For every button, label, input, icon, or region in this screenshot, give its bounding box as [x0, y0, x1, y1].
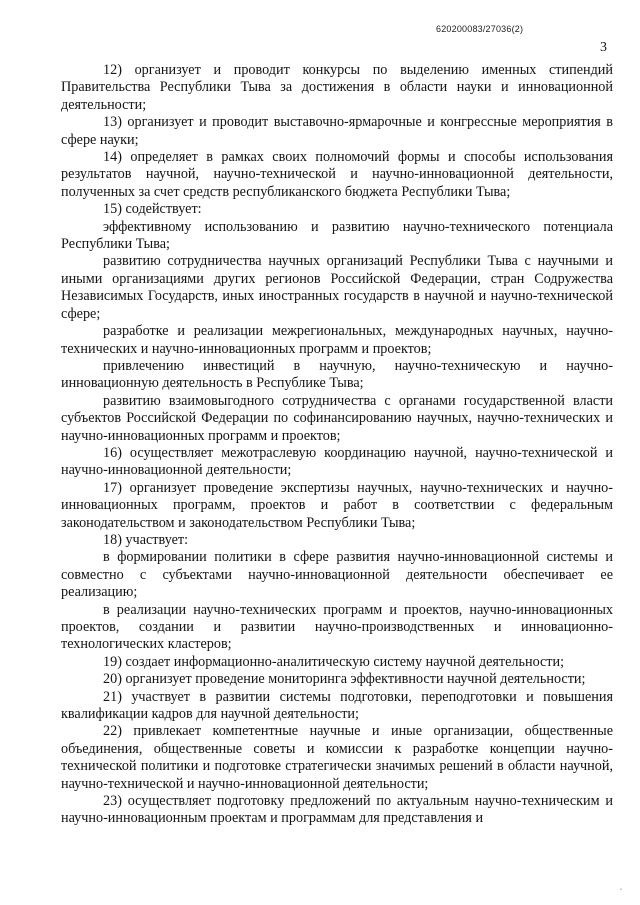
page-number: 3 [600, 40, 607, 55]
paragraph-16: 16) осуществляет межотраслевую координацию научной, научно-технической и научно-инновационной деятельности; [61, 444, 613, 479]
paragraph-13: 13) организует и проводит выставочно-ярмарочные и конгрессные мероприятия в сфере науки; [61, 114, 613, 148]
paragraph-12: 12) организует и проводит конкурсы по выделению именных стипендий Правительства Республики Тыва за достижения в области науки и инновационной деятельности; [61, 62, 613, 113]
document-body [61, 62, 613, 828]
paragraph-15-item-1: эффективному использованию и развитию научно-технического потенциала Республики Тыва; [61, 218, 613, 253]
paragraph-21: 21) участвует в развитии системы подготовки, переподготовки и повышения квалификации кадров для научной деятельности; [61, 688, 613, 723]
paragraph-18-item-1: в формировании политики в сфере развития научно-инновационной системы и совместно с субъектами научно-инновационной деятельности обеспечивает ее реализацию; [61, 549, 613, 601]
paragraph-23: 23) осуществляет подготовку предложений по актуальным научно-техническим и научно-инновационным проектам и программам для представления и [61, 793, 613, 827]
paragraph-19: 19) создает информационно-аналитическую систему научной деятельности; [103, 653, 565, 670]
paragraph-18: 18) участвует: [103, 531, 189, 548]
paragraph-14: 14) определяет в рамках своих полномочий формы и способы использования результатов научной, научно-технической и научно-инновационной деятельности, полученных за счет средств республиканского бюджета Республики Тыва; [61, 149, 613, 200]
paragraph-18-item-2: в реализации научно-технических программ и проектов, научно-инновационных проектов, создании и развитии научно-производственных и инновационно-технологических кластеров; [61, 601, 613, 653]
paragraph-20: 20) организует проведение мониторинга эффективности научной деятельности; [103, 671, 586, 688]
paragraph-22: 22) привлекает компетентные научные и иные организации, общественные объединения, общественные советы и комиссии к разработке концепции научно-технической политики и подготовке стратегически значимых решений в области научной, научно-технической и научно-инновационной деятельности; [61, 723, 613, 792]
paragraph-17: 17) организует проведение экспертизы научных, научно-технических и научно-инновационных программ, проектов и работ в соответствии с федеральным законодательством и законодательством Республики Тыва; [61, 479, 613, 531]
paragraph-15-item-3: разработке и реализации межрегиональных, международных научных, научно-технических и научно-инновационных программ и проектов; [61, 323, 613, 357]
paragraph-15: 15) содействует: [103, 201, 202, 218]
document-code: 620200083/27036(2) [436, 24, 524, 34]
paragraph-15-item-4: привлечению инвестиций в научную, научно-техническую и научно-инновационную деятельность в Республике Тыва; [61, 357, 613, 392]
paragraph-15-item-5: развитию взаимовыгодного сотрудничества с органами государственной власти субъектов Российской Федерации по софинансированию научных, научно-технических и научно-инновационных программ и проектов; [61, 392, 613, 444]
paragraph-15-item-2: развитию сотрудничества научных организаций Республики Тыва с научными и иными организациями других регионов Российской Федерации, стран Содружества Независимых Государств, иных иностранных государств в научной и научно-технической сфере; [61, 253, 613, 322]
scan-mark: · [615, 886, 628, 893]
